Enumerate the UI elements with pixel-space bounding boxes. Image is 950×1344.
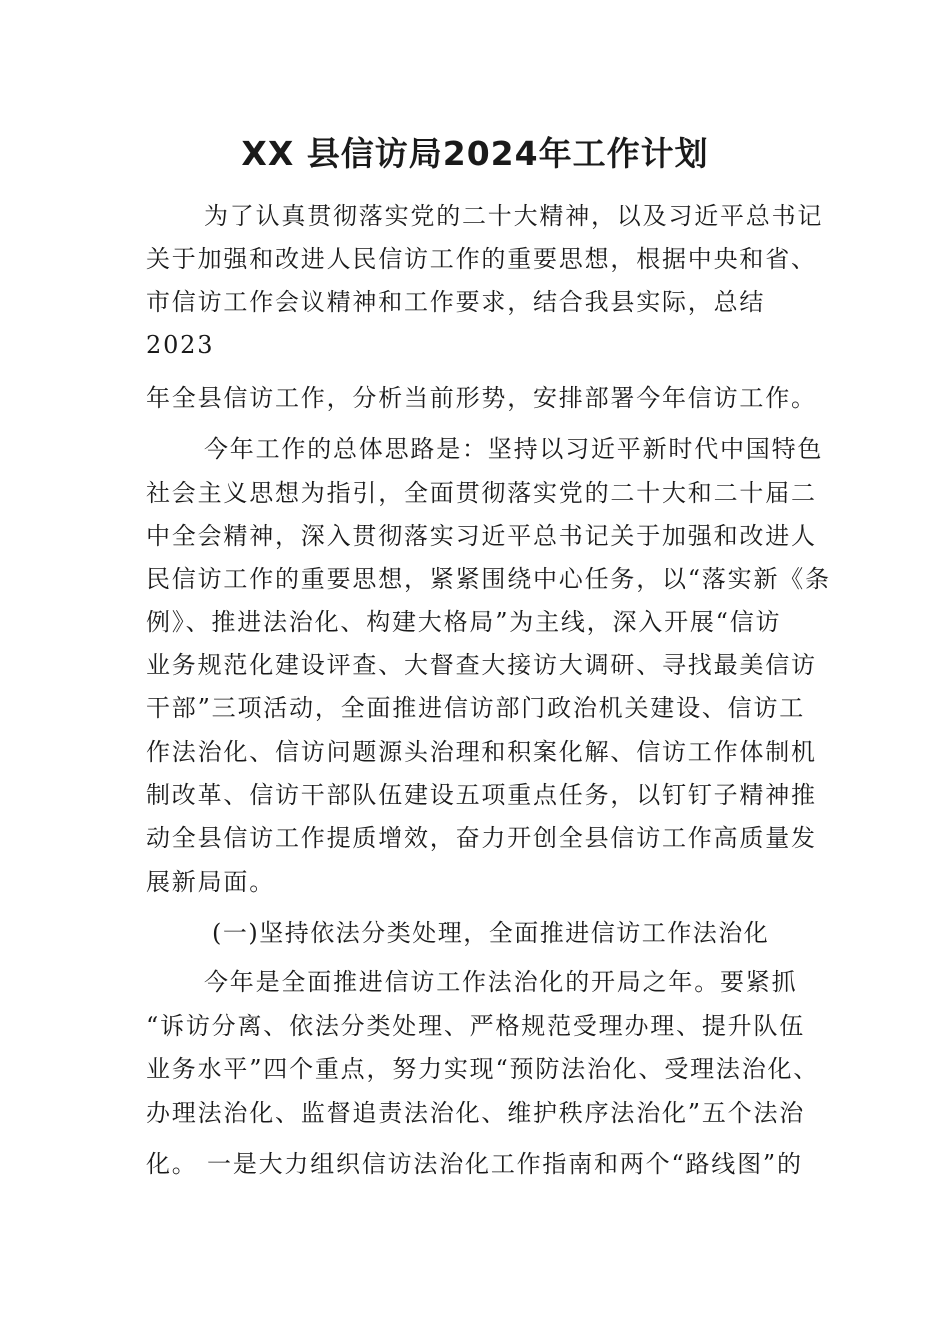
paragraph-3-line-1: 今年是全面推进信访工作法治化的开局之年。要紧抓 [204,968,798,996]
paragraph-2-line-6: 业务规范化建设评查、大督查大接访大调研、寻找最美信访 [146,651,817,679]
paragraph-2-line-11: 展新局面。 [146,868,275,896]
paragraph-1-line-3: 市信访工作会议精神和工作要求，结合我县实际，总结 [146,288,766,316]
paragraph-2-line-8: 作法治化、信访问题源头治理和积案化解、信访工作体制机 [146,738,817,766]
paragraph-2-line-3: 中全会精神，深入贯彻落实习近平总书记关于加强和改进人 [146,522,817,550]
paragraph-2-line-5: 例》、推进法治化、构建大格局”为主线，深入开展“信访 [146,608,782,636]
section-heading-1: (一)坚持依法分类处理，全面推进信访工作法治化 [212,919,770,947]
paragraph-1-line-2: 关于加强和改进人民信访工作的重要思想，根据中央和省、 [146,245,817,273]
paragraph-3-line-2: “诉访分离、依法分类处理、严格规范受理办理、提升队伍 [146,1012,806,1040]
paragraph-2-line-10: 动全县信访工作提质增效，奋力开创全县信访工作高质量发 [146,824,817,852]
paragraph-2-line-4: 民信访工作的重要思想，紧紧围绕中心任务，以“落实新《条 [146,565,831,593]
paragraph-2-line-7: 干部”三项活动，全面推进信访部门政治机关建设、信访工 [146,694,806,722]
paragraph-1-line-4: 2023 [146,331,215,359]
paragraph-1-line-1: 为了认真贯彻落实党的二十大精神，以及习近平总书记 [204,202,824,230]
paragraph-2-line-9: 制改革、信访干部队伍建设五项重点任务，以钉钉子精神推 [146,781,817,809]
paragraph-2-line-2: 社会主义思想为指引，全面贯彻落实党的二十大和二十届二 [146,479,817,507]
paragraph-3-line-5: 化。 一是大力组织信访法治化工作指南和两个“路线图”的 [146,1150,803,1178]
paragraph-1-line-5: 年全县信访工作，分析当前形势，安排部署今年信访工作。 [146,384,817,412]
paragraph-3-line-4: 办理法治化、监督追责法治化、维护秩序法治化”五个法治 [146,1099,806,1127]
paragraph-2-line-1: 今年工作的总体思路是：坚持以习近平新时代中国特色 [204,435,824,463]
paragraph-3-line-3: 业务水平”四个重点，努力实现“预防法治化、受理法治化、 [146,1055,820,1083]
document-title: XX 县信访局2024年工作计划 [241,134,709,173]
